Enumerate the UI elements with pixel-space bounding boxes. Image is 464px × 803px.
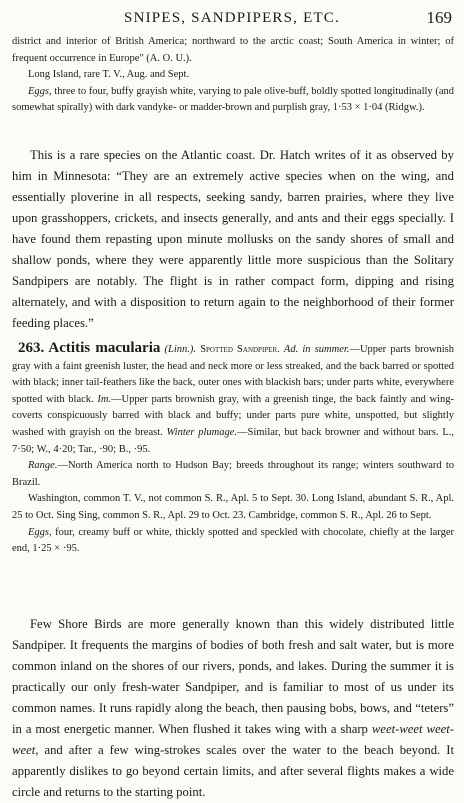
previous-entry-range-block	[12, 34, 454, 117]
species-name: Actitis macularia	[48, 340, 161, 356]
previous-entry-narrative: This is a rare species on the Atlantic coast. Dr. Hatch writes of it as observed by him in Minnesota: “They are an extremely active species when on the wing, and essentially ploverine in all respects, seeking sandy, barren prairies, where they live upon grasshoppers, crickets, and insects generally, and ants and their eggs specially. I have found them repasting upon minute mollusks on the sandy shores of small and shallow ponds, where they were apparently little more suspicious than the Solitary Sandpipers are notably. The flight is in rather compact form, dipping and rising alternately, and with a disposition to return again to the neighborhood of their former feeding places.”	[12, 148, 454, 330]
species-eggs-label: Eggs	[28, 526, 49, 538]
running-head-title: SNIPES, SANDPIPERS, ETC.	[124, 10, 340, 26]
species-range	[12, 458, 454, 491]
range-label: Range.	[28, 460, 58, 472]
range-description: —North America north to Hudson Bay; breeds throughout its range; winters southward to Brazil.	[12, 460, 454, 488]
species-description	[12, 340, 454, 458]
species-authority: (Linn.).	[164, 344, 197, 355]
species-local-records: Washington, common T. V., not common S. R., Apl. 5 to Sept. 30. Long Island, abundant S. R., Apl. 25 to Oct. Sing Sing, common S. R., Apl. 29 to Oct. 23. Cambridge, common S. R., Apl. 26 to Sept.	[12, 493, 454, 521]
species-narrative	[12, 614, 454, 803]
adult-summer-description: —Upper parts brownish gray with a faint greenish luster, the head and neck more or less streaked, and the back barred or spotted with black; inner tail-feathers like the back, outer ones with blackish bars; under parts white, everywhere spotted with black.	[12, 344, 455, 405]
species-narrative-block	[12, 614, 454, 803]
running-head	[0, 6, 464, 32]
previous-entry-narrative-block	[12, 145, 454, 334]
species-common-name: Spotted Sandpiper.	[200, 344, 280, 355]
immature-label: Im.	[97, 393, 112, 405]
previous-entry-range-tail: district and interior of British America; northward to the arctic coast; South America in winter; of frequent occurrence in Europe" (A. O. U.).	[12, 36, 454, 64]
species-eggs	[12, 525, 454, 558]
narrative-part-b: , and after a few wing-strokes scales over the water to the beach beyond. It apparently dislikes to go beyond certain limits, and after several flights makes a wide circle and returns to the starting point.	[12, 743, 454, 799]
winter-plumage-description: —Similar, but back browner and without bars. L., 7·50; W., 4·20; Tar., ·90; B., ·95.	[12, 426, 454, 455]
adult-summer-label: Ad. in summer.	[283, 344, 350, 355]
winter-plumage-label: Winter plumage.	[166, 426, 237, 438]
species-entry-263	[12, 340, 454, 558]
previous-entry-eggs	[12, 84, 454, 117]
immature-description: —Upper parts brownish gray, with a greenish tinge, the back faintly and wing-coverts conspicuously barred with black and buffy; under parts pure white, unspotted, but slightly washed with grayish on the breast.	[12, 393, 454, 438]
call-note: weet-weet weet-weet	[12, 722, 454, 757]
entry-number: 263.	[18, 340, 45, 356]
species-eggs-description: , four, creamy buff or white, thickly spotted and speckled with chocolate, chiefly at the larger end, 1·25 × ·95.	[12, 526, 454, 555]
page-number: 169	[426, 8, 452, 27]
narrative-part-a: Few Shore Birds are more generally known than this widely distributed little Sandpiper. It frequents the margins of bodies of both fresh and salt water, but is more common inland on the shores of our rivers, ponds, and lakes. During the summer it is practically our only fresh-water Sandpiper, and is familiar to most of us under its common names. It runs rapidly along the beach, then pausing bobs, bows, and “teters” in a most energetic manner. When flushed it takes wing with a sharp	[12, 617, 454, 736]
eggs-description: , three to four, buffy grayish white, varying to pale olive-buff, boldly spotted longitudinally (and somewhat spirally) with dark vandyke- or madder-brown and purplish gray, 1·53 × 1·04 (Ridgw.).	[12, 85, 454, 114]
eggs-label: Eggs	[28, 85, 49, 97]
previous-entry-local-records: Long Island, rare T. V., Aug. and Sept.	[28, 69, 190, 81]
